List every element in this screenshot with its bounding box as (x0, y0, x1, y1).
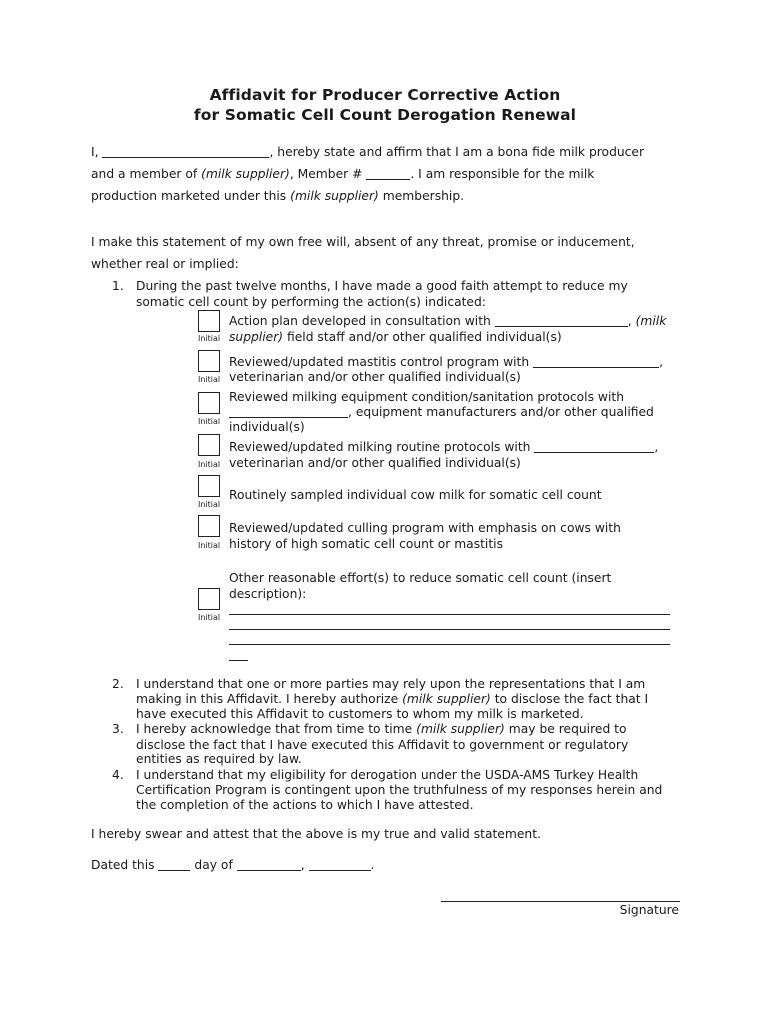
initial-label: Initial (198, 460, 221, 469)
initial-box-culling-program[interactable] (198, 515, 220, 537)
action-5-line-1: Routinely sampled individual cow milk for somatic cell count (229, 488, 602, 502)
other-efforts-description-line[interactable] (229, 644, 670, 645)
item-4-number: 4. (112, 768, 124, 782)
initial-box-other-efforts[interactable] (198, 588, 220, 610)
item-3-line-1: I hereby acknowledge that from time to time (milk supplier) may be required to (136, 722, 627, 736)
action-1-line-1: Action plan developed in consultation with , (milk (229, 314, 667, 328)
milking-routine-consultant-field[interactable] (534, 440, 654, 453)
initial-label: Initial (198, 417, 221, 426)
item-3-number: 3. (112, 722, 124, 736)
item-1-number: 1. (112, 279, 124, 293)
swear-statement: I hereby swear and attest that the above is my true and valid statement. (91, 827, 541, 841)
initial-label: Initial (198, 541, 221, 550)
initial-label: Initial (198, 500, 221, 509)
action-3-line-1: Reviewed milking equipment condition/sanitation protocols with (229, 390, 625, 404)
item-4-line-3: the completion of the actions to which I have attested. (136, 798, 474, 812)
dated-line: Dated this day of , . (91, 858, 375, 872)
action-1-line-2: supplier) field staff and/or other qualified individual(s) (229, 330, 562, 344)
action-6-line-1: Reviewed/updated culling program with emphasis on cows with (229, 521, 621, 535)
initial-label: Initial (198, 375, 221, 384)
action-plan-consultant-field[interactable] (495, 314, 628, 327)
action-7-line-1: Other reasonable effort(s) to reduce somatic cell count (insert (229, 571, 612, 585)
item-3-line-2: disclose the fact that I have executed this Affidavit to government or regulatory (136, 738, 629, 752)
item-2-line-3: have executed this Affidavit to customers to whom my milk is marketed. (136, 707, 584, 721)
initial-box-action-plan[interactable] (198, 310, 220, 332)
initial-box-cow-sampling[interactable] (198, 475, 220, 497)
title-line-2: for Somatic Cell Count Derogation Renewal (193, 106, 577, 124)
item-2-line-1: I understand that one or more parties may rely upon the representations that I am (136, 677, 646, 691)
signature-line[interactable] (441, 901, 680, 902)
item-1-line-1: During the past twelve months, I have made a good faith attempt to reduce my (136, 279, 628, 293)
signature-label: Signature (619, 903, 679, 917)
item-4-line-2: Certification Program is contingent upon the truthfulness of my responses herein and (136, 783, 663, 797)
action-2-line-1: Reviewed/updated mastitis control program with , (229, 355, 664, 369)
mastitis-program-consultant-field[interactable] (533, 355, 659, 368)
action-6-line-2: history of high somatic cell count or mastitis (229, 537, 503, 551)
month-field[interactable] (237, 858, 301, 871)
initial-box-milking-equipment[interactable] (198, 392, 220, 414)
day-field[interactable] (158, 858, 190, 871)
action-3-line-2: , equipment manufacturers and/or other qualified (229, 405, 654, 420)
initial-label: Initial (198, 613, 221, 622)
statement-line-2: whether real or implied: (91, 257, 239, 271)
item-3-line-3: entities as required by law. (136, 752, 302, 766)
other-efforts-description-line[interactable] (229, 660, 248, 661)
item-4-line-1: I understand that my eligibility for derogation under the USDA-AMS Turkey Health (136, 768, 639, 782)
action-7-line-2: description): (229, 587, 307, 601)
intro-line-1: I, , hereby state and affirm that I am a bona fide milk producer (91, 145, 645, 159)
year-field[interactable] (309, 858, 371, 871)
initial-box-mastitis-program[interactable] (198, 350, 220, 372)
producer-name-field[interactable] (102, 145, 269, 158)
intro-line-2: and a member of (milk supplier), Member # . I am responsible for the milk (91, 167, 595, 181)
other-efforts-description-line[interactable] (229, 614, 670, 615)
action-4-line-2: veterinarian and/or other qualified individual(s) (229, 456, 521, 470)
intro-line-3: production marketed under this (milk supplier) membership. (91, 189, 465, 203)
action-3-line-3: individual(s) (229, 420, 305, 434)
milking-equipment-consultant-field[interactable] (229, 405, 348, 418)
other-efforts-description-line[interactable] (229, 629, 670, 630)
initial-box-milking-routine[interactable] (198, 434, 220, 456)
statement-line-1: I make this statement of my own free will, absent of any threat, promise or inducement, (91, 235, 635, 249)
member-number-field[interactable] (366, 167, 410, 180)
item-1-line-2: somatic cell count by performing the action(s) indicated: (136, 295, 486, 309)
item-2-number: 2. (112, 677, 124, 691)
item-2-line-2: making in this Affidavit. I hereby authorize (milk supplier) to disclose the fact that I (136, 692, 649, 706)
initial-label: Initial (198, 334, 221, 343)
action-4-line-1: Reviewed/updated milking routine protocols with , (229, 440, 659, 454)
action-2-line-2: veterinarian and/or other qualified individual(s) (229, 370, 521, 384)
title-line-1: Affidavit for Producer Corrective Action (209, 86, 561, 104)
